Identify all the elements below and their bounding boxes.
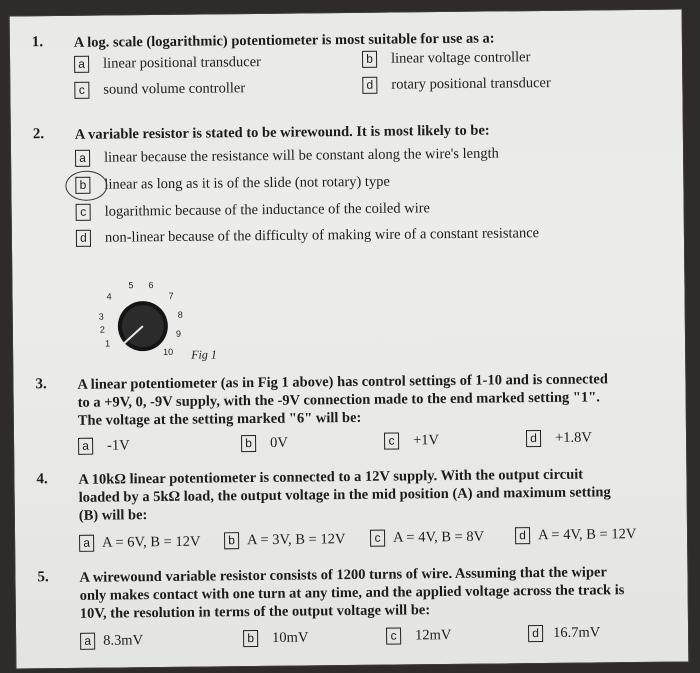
option-letter-box: c xyxy=(370,530,385,547)
question-line-1: A wirewound variable resistor consists of 1200 turns of wire. Assuming that the wiper xyxy=(79,564,607,586)
dial-label-1: 1 xyxy=(104,338,111,349)
option-text: +1.8V xyxy=(554,429,592,447)
option-b[interactable] xyxy=(224,531,345,549)
dial-label-8: 8 xyxy=(177,309,183,320)
option-d[interactable] xyxy=(362,75,551,94)
question-number: 5. xyxy=(37,569,49,586)
option-text: 10mV xyxy=(272,629,309,646)
dial-label-3: 3 xyxy=(98,311,104,322)
option-letter-box: c xyxy=(74,82,89,99)
question-line-1: A linear potentiometer (as in Fig 1 above) has control settings of 1-10 and is connected xyxy=(77,371,608,393)
dial-label-6: 6 xyxy=(148,280,154,291)
option-text: sound volume controller xyxy=(103,80,246,98)
question-2 xyxy=(33,120,670,257)
option-c[interactable] xyxy=(370,529,484,547)
option-a[interactable] xyxy=(74,54,261,73)
dial-label-4: 4 xyxy=(106,291,112,302)
option-letter-box: a xyxy=(75,150,90,167)
option-text: A = 4V, B = 8V xyxy=(392,528,485,546)
option-a[interactable] xyxy=(79,534,200,552)
question-line-3: (B) will be: xyxy=(78,507,148,524)
option-letter-box: c xyxy=(384,433,399,450)
option-letter-box: a xyxy=(78,438,93,455)
option-b[interactable] xyxy=(243,629,308,647)
option-letter-box: b xyxy=(75,177,90,194)
question-text: A variable resistor is stated to be wirewound. It is most likely to be: xyxy=(74,122,490,143)
figure-caption: Fig 1 xyxy=(191,347,217,362)
option-b-selected[interactable] xyxy=(75,174,390,194)
option-text: A = 4V, B = 12V xyxy=(537,526,637,544)
option-letter-box: d xyxy=(515,527,530,544)
answer-circle-mark xyxy=(65,171,107,201)
option-text: A = 6V, B = 12V xyxy=(102,533,201,551)
option-letter-box: d xyxy=(362,77,377,94)
option-a[interactable] xyxy=(75,145,499,167)
option-d[interactable] xyxy=(526,429,592,447)
option-text: linear because the resistance will be constant along the wire's length xyxy=(104,145,499,166)
question-3 xyxy=(35,370,672,462)
question-text xyxy=(79,563,674,623)
option-text: 0V xyxy=(270,434,288,452)
option-b[interactable] xyxy=(362,49,530,68)
option-letter-box: c xyxy=(386,628,401,645)
dial-label-7: 7 xyxy=(168,290,174,301)
dial-label-9: 9 xyxy=(175,328,182,339)
question-sheet xyxy=(9,8,690,669)
question-number: 4. xyxy=(36,471,48,488)
question-number: 3. xyxy=(35,376,47,393)
option-letter-box: b xyxy=(241,435,256,452)
dial-label-10: 10 xyxy=(163,346,174,357)
option-letter-box: b xyxy=(362,51,377,68)
option-d[interactable] xyxy=(515,526,636,544)
question-line-2: loaded by a 5kΩ load, the output voltage in the mid position (A) and maximum setting xyxy=(78,484,611,506)
option-letter-box: a xyxy=(80,633,95,650)
option-letter-box: c xyxy=(76,204,91,221)
option-letter-box: d xyxy=(528,625,543,642)
question-text: A log. scale (logarithmic) potentiometer is most suitable for use as a: xyxy=(73,30,495,51)
option-c[interactable] xyxy=(386,627,451,645)
question-5 xyxy=(37,563,674,660)
option-d[interactable] xyxy=(528,624,600,642)
dial-label-2: 2 xyxy=(99,324,105,335)
option-letter-box: a xyxy=(79,535,94,552)
question-line-1: A 10kΩ linear potentiometer is connected to a 12V supply. With the output circuit xyxy=(78,466,584,488)
question-number: 1. xyxy=(31,34,44,51)
question-4 xyxy=(36,465,673,562)
option-text: 16.7mV xyxy=(553,624,601,642)
option-letter-box: b xyxy=(243,630,258,647)
option-c[interactable] xyxy=(384,432,439,450)
option-text: linear as long as it is of the slide (not rotary) type xyxy=(104,173,390,193)
option-text: linear positional transducer xyxy=(103,54,262,72)
option-letter-box: b xyxy=(224,532,239,549)
option-d[interactable] xyxy=(76,225,539,247)
question-line-3: The voltage at the setting marked "6" will be: xyxy=(77,409,362,429)
option-text: 12mV xyxy=(415,627,452,644)
option-text: 8.3mV xyxy=(103,632,144,649)
option-a[interactable] xyxy=(78,437,130,455)
question-line-2: only makes contact with one turn at any time, and the applied voltage across the track is xyxy=(79,582,625,604)
question-line-3: 10V, the resolution in terms of the output voltage will be: xyxy=(79,602,431,622)
option-text: non-linear because of the difficulty of making wire of a constant resistance xyxy=(104,225,540,246)
option-text: logarithmic because of the inductance of the coiled wire xyxy=(104,200,431,220)
dial-label-5: 5 xyxy=(128,280,134,291)
option-letter-box: d xyxy=(526,430,541,447)
option-text: -1V xyxy=(107,437,130,454)
option-text: rotary positional transducer xyxy=(391,75,551,93)
option-a[interactable] xyxy=(80,632,143,650)
question-1 xyxy=(32,28,669,105)
option-c[interactable] xyxy=(76,200,430,221)
option-c[interactable] xyxy=(74,80,245,99)
question-text xyxy=(78,465,673,525)
option-text: linear voltage controller xyxy=(390,49,531,67)
question-number: 2. xyxy=(32,126,45,143)
option-text: A = 3V, B = 12V xyxy=(247,531,346,549)
question-text xyxy=(77,370,672,430)
option-b[interactable] xyxy=(241,435,288,453)
question-line-2: to a +9V, 0, -9V supply, with the -9V connection made to the end marked setting "1". xyxy=(77,389,600,411)
option-letter-box: a xyxy=(74,56,89,73)
option-text: +1V xyxy=(412,432,440,449)
option-letter-box: d xyxy=(76,230,91,247)
